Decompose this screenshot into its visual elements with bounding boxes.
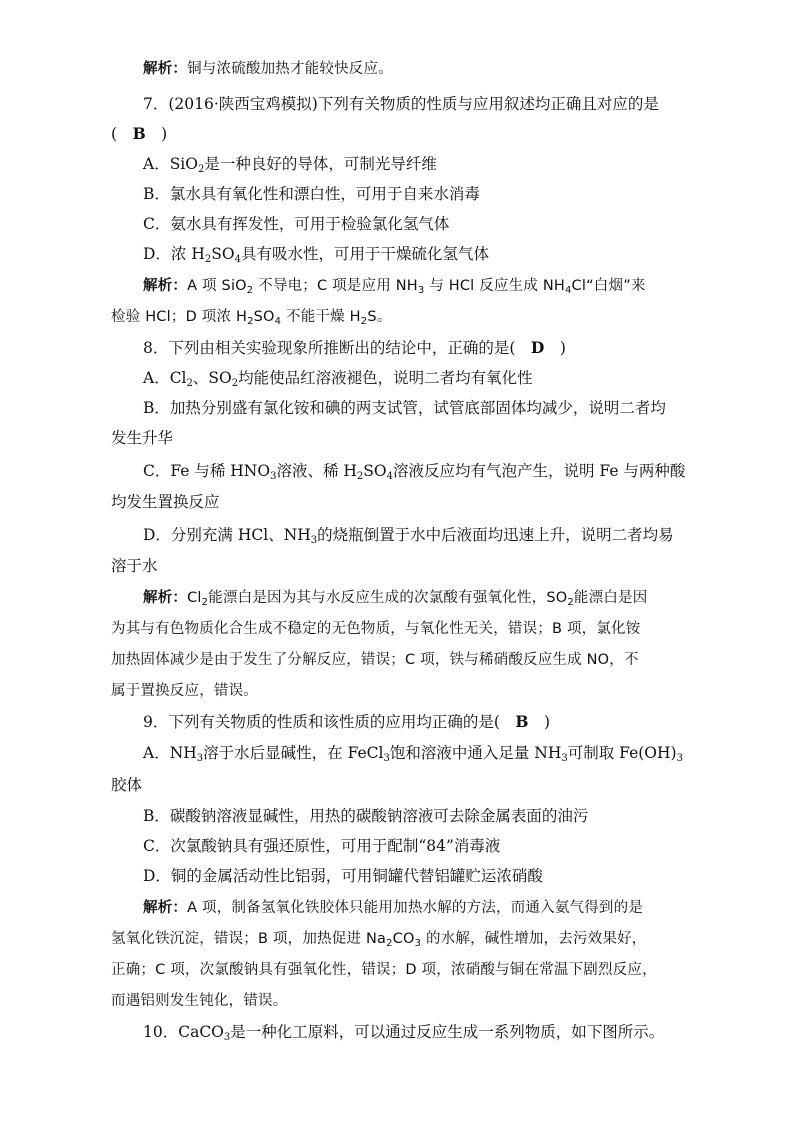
subscript: 2 (567, 597, 574, 608)
question-line: B．碳酸钠溶液显碱性，用热的碳酸钠溶液可去除金属表面的油污 (143, 807, 589, 825)
analysis-line: 解析：A 项，制备氢氧化铁胶体只能用加热水解的方法，而通入氨气得到的是 (143, 900, 644, 916)
subscript: 2 (247, 316, 254, 327)
subscript: 3 (270, 471, 277, 482)
analysis-line: 氢氧化铁沉淀，错误；B 项，加热促进 $Na_2CO_3$ 的水解，碱性增加，去污效果好， (111, 931, 647, 949)
analysis-line: 解析：$Cl_2$能漂白是因为其与水反应生成的次氯酸有强氧化性，$SO_2$能漂白是因 (143, 590, 648, 608)
analysis-line: 而遇铝则发生钝化，错误。 (111, 993, 288, 1009)
question-line: 溶于水 (111, 557, 158, 575)
question-line: 均发生置换反应 (111, 493, 220, 511)
subscript: 2 (246, 285, 254, 296)
analysis-line: 属于置换反应，错误。 (111, 683, 258, 699)
subscript: 2 (356, 471, 364, 482)
question-line: B．氯水具有氧化性和漂白性，可用于自来水消毒 (143, 185, 480, 203)
subscript: 3 (223, 1032, 231, 1043)
analysis-label: 解析： (143, 278, 188, 294)
question-line: D．浓 $H_2SO_4$具有吸水性，可用于干燥硫化氢气体 (143, 245, 489, 265)
subscript: 4 (274, 316, 282, 327)
analysis-line: 解析：A 项 SiO$_2$ 不导电；C 项是应用 $NH_3$ 与 HCl 反应生成 $NH_4Cl“$白烟”来 (143, 278, 646, 296)
answer-letter: B (515, 712, 529, 731)
subscript: 3 (561, 753, 568, 764)
subscript: 3 (310, 535, 318, 546)
question-line: 9．下列有关物质的性质和该性质的应用均正确的是( B ) (143, 712, 551, 731)
analysis-line: 加热固体减少是由于发生了分解反应，错误；C 项，铁与稀硝酸反应生成 NO，不 (111, 652, 639, 668)
analysis-label: 解析： (143, 61, 188, 77)
question-line: D．分别充满 HCl、$NH_3$的烧瓶倒置于水中后液面均迅速上升，说明二者均易 (143, 526, 674, 546)
subscript: 4 (234, 254, 241, 265)
subscript: 3 (196, 753, 204, 764)
subscript: 4 (564, 285, 572, 296)
question-line: A．SiO$_2$是一种良好的导体，可制光导纤维 (143, 155, 437, 175)
question-line: 8．下列由相关实验现象所推断出的结论中，正确的是( D ) (143, 338, 566, 357)
question-line: 10．CaCO$_3$是一种化工原料，可以通过反应生成一系列物质，如下图所示。 (143, 1023, 665, 1043)
subscript: 2 (201, 597, 209, 608)
analysis-line: 解析：铜与浓硫酸加热才能较快反应。 (143, 61, 393, 77)
subscript: 2 (231, 378, 239, 389)
analysis-line: 正确；C 项，次氯酸钠具有强氧化性，错误；D 项，浓硝酸与铜在常温下剧烈反应， (111, 962, 657, 978)
analysis-label: 解析： (143, 900, 188, 916)
analysis-line: 为其与有色物质化合生成不稳定的无色物质，与氧化性无关，错误；B 项，氯化铵 (111, 621, 641, 637)
question-line: C．次氯酸钠具有强还原性，可用于配制“84”消毒液 (143, 837, 501, 855)
question-line: ( B ) (111, 124, 168, 143)
subscript: 2 (360, 316, 368, 327)
analysis-line: 检验 HCl；D 项浓 $H_2SO_4$ 不能干燥 $H_2S$。 (111, 309, 392, 327)
subscript: 4 (386, 471, 393, 482)
analysis-label: 解析： (143, 590, 188, 606)
question-line: C．Fe 与稀 $HNO_3$溶液、稀 $H_2SO_4$溶液反应均有气泡产生，说明 Fe 与两种酸 (143, 462, 686, 482)
question-line: B．加热分别盛有氯化铵和碘的两支试管，试管底部固体均减少，说明二者均 (143, 399, 666, 417)
subscript: 2 (204, 254, 212, 265)
subscript: 2 (186, 378, 193, 389)
question-line: A．$NH_3$溶于水后显碱性，在 FeCl$_3$饱和溶液中通入足量 $NH_3$可制取 $Fe(OH)_3$ (143, 744, 683, 764)
subscript: 2 (386, 938, 393, 949)
subscript: 2 (197, 164, 205, 175)
question-line: 胶体 (111, 776, 143, 794)
question-line: A．$Cl_2$、$SO_2$均能使品红溶液褪色，说明二者均有氧化性 (143, 369, 533, 389)
subscript: 3 (676, 753, 683, 764)
subscript: 3 (383, 753, 390, 764)
subscript: 3 (414, 938, 422, 949)
question-line: D．铜的金属活动性比铝弱，可用铜罐代替铝罐贮运浓硝酸 (143, 867, 543, 885)
subscript: 3 (417, 285, 425, 296)
question-line: 7．(2016·陕西宝鸡模拟)下列有关物质的性质与应用叙述均正确且对应的是 (143, 95, 659, 113)
question-line: 发生升华 (111, 429, 174, 447)
answer-letter: D (530, 338, 545, 357)
question-line: C．氨水具有挥发性，可用于检验氯化氢气体 (143, 215, 450, 233)
answer-letter: B (132, 124, 146, 143)
